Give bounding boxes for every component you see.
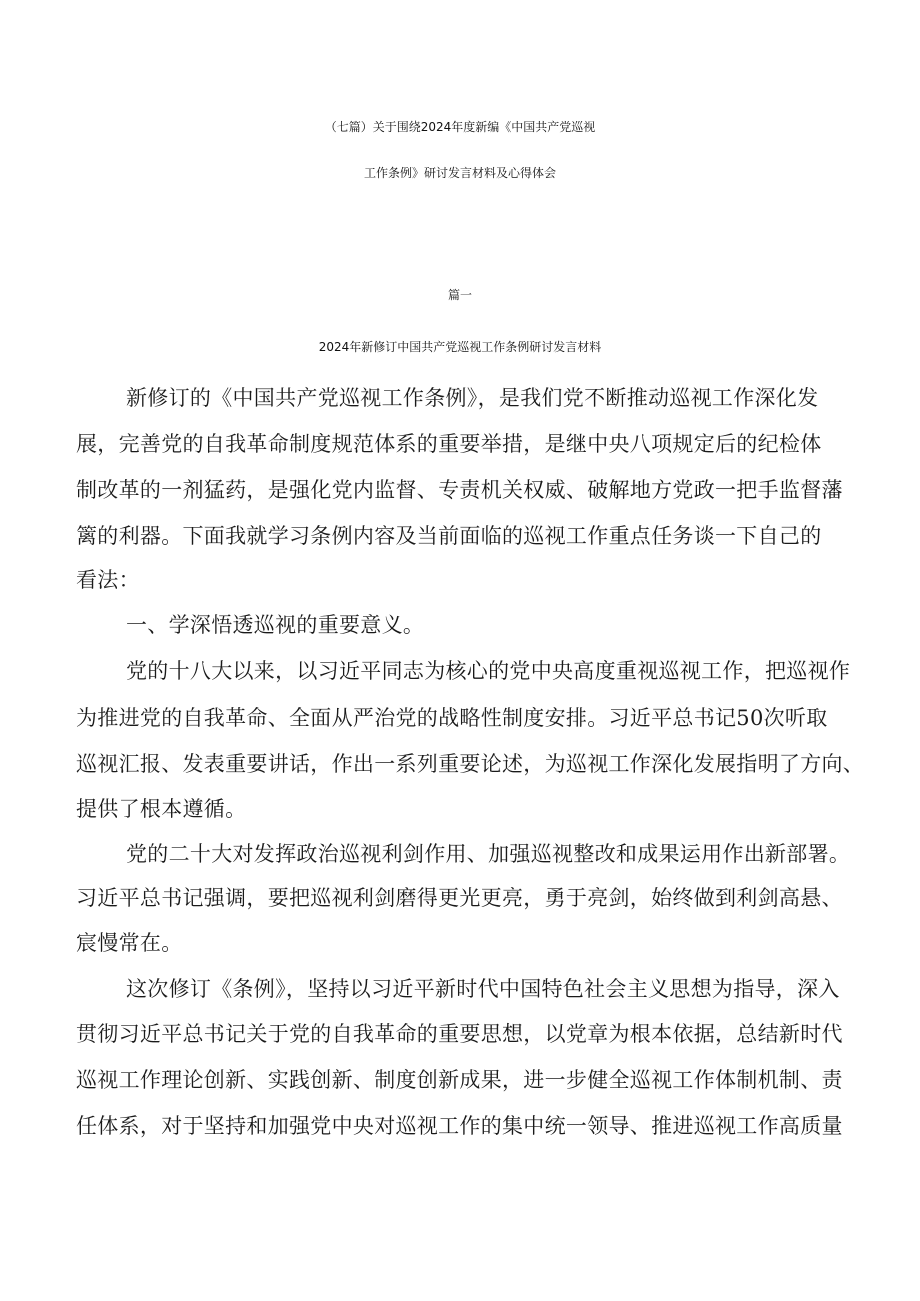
paragraph-line: 看法： (76, 568, 140, 592)
paragraph-line: 习近平总书记强调，要把巡视利剑磨得更光更亮，勇于亮剑，始终做到利剑高悬、 (76, 886, 843, 910)
paragraph-line: 这次修订《条例》，坚持以习近平新时代中国特色社会主义思想为指导，深入 (126, 977, 840, 1001)
paragraph-line: 制改革的一剂猛药，是强化党内监督、专责机关权威、破解地方党政一把手监督藩 (76, 478, 843, 502)
paragraph-line: 宸慢常在。 (76, 931, 183, 955)
subheading-line: 一、学深悟透巡视的重要意义。 (126, 613, 425, 637)
paragraph-line: 巡视汇报、发表重要讲话，作出一系列重要论述，为巡视工作深化发展指明了方向、 (76, 752, 865, 776)
section-label: 篇一 (447, 288, 472, 302)
paragraph-line: 任体系，对于坚持和加强党中央对巡视工作的集中统一领导、推进巡视工作高质量 (76, 1114, 843, 1138)
paragraph-line: 为推进党的自我革命、全面从严治党的战略性制度安排。习近平总书记50次听取 (76, 706, 828, 730)
document-title-line-1: （七篇）关于围绕2024年度新编《中国共产党巡视 (324, 120, 596, 134)
paragraph-line: 篱的利器。下面我就学习条例内容及当前面临的巡视工作重点任务谈一下自己的 (76, 524, 822, 548)
paragraph-line: 巡视工作理论创新、实践创新、制度创新成果，进一步健全巡视工作体制机制、责 (76, 1068, 843, 1092)
paragraph-line: 新修订的《中国共产党巡视工作条例》，是我们党不断推动巡视工作深化发 (126, 386, 819, 410)
document-title-line-2: 工作条例》研讨发言材料及心得体会 (363, 166, 556, 180)
paragraph-line: 贯彻习近平总书记关于党的自我革命的重要思想，以党章为根本依据，总结新时代 (76, 1022, 843, 1046)
paragraph-line: 展，完善党的自我革命制度规范体系的重要举措，是继中央八项规定后的纪检体 (76, 432, 822, 456)
paragraph-line: 党的二十大对发挥政治巡视利剑作用、加强巡视整改和成果运用作出新部署。 (126, 842, 851, 866)
paragraph-line: 党的十八大以来，以习近平同志为核心的党中央高度重视巡视工作，把巡视作 (126, 659, 851, 683)
paragraph-line: 提供了根本遵循。 (76, 797, 247, 821)
section-heading: 2024年新修订中国共产党巡视工作条例研讨发言材料 (318, 340, 602, 354)
